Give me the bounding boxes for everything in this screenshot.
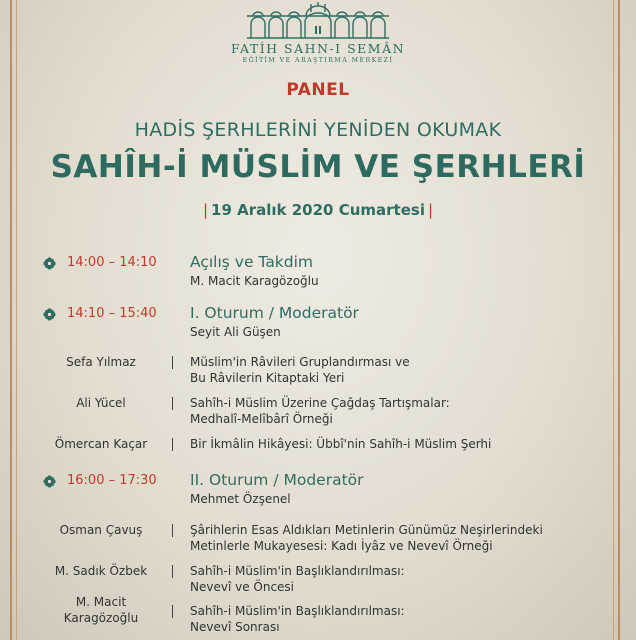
speaker: Ali Yücel	[76, 396, 126, 410]
speaker: M. Sadık Özbek	[54, 564, 148, 578]
speaker: Ömercan Kaçar	[54, 437, 148, 451]
divider	[172, 524, 173, 537]
talk-title-line: Nevevî Sonrası	[190, 620, 280, 634]
divider	[172, 397, 173, 410]
session-title: II. Oturum / Moderatör	[190, 471, 364, 489]
panel-label: PANEL	[286, 80, 350, 100]
date-bar-left: |	[202, 201, 209, 219]
event-date	[0, 201, 636, 219]
talk-title	[190, 563, 610, 595]
talk-title-line: Bir İkmâlin Hikâyesi: Übbî'nin Sahîh-i Müslim Şerhi	[190, 437, 492, 451]
session-person: Mehmet Özşenel	[190, 492, 291, 506]
talk-title-line: Metinlerle Mukayesesi: Kadı İyâz ve Nevevî Örneği	[190, 539, 493, 553]
talk-title	[190, 354, 610, 386]
flower-icon	[43, 257, 56, 270]
event-subtitle: HADİS ŞERHLERİNİ YENİDEN OKUMAK	[134, 119, 502, 141]
talk-title	[190, 436, 610, 452]
logo-name: FATİH SAHN-I SEMÂN	[230, 41, 406, 56]
divider	[172, 605, 173, 618]
talk-title-line: Sahîh-i Müslim'in Başlıklandırılması:	[190, 564, 405, 578]
mosque-arcade-icon	[243, 2, 393, 40]
session-person: Seyit Ali Güşen	[190, 325, 281, 339]
date-bar-right: |	[427, 201, 434, 219]
speaker-line: M. Macit	[75, 595, 127, 609]
talk-title	[190, 603, 610, 635]
logo-subtitle: EĞİTİM VE ARAŞTIRMA MERKEZİ	[242, 57, 394, 64]
speaker: Osman Çavuş	[59, 523, 143, 537]
session-title: Açılış ve Takdim	[190, 253, 314, 271]
talk-title-line: Müslim'in Râvileri Gruplandırması ve	[190, 355, 410, 369]
session-time: 16:00 – 17:30	[67, 473, 157, 488]
divider	[172, 356, 173, 369]
date-text: 19 Aralık 2020 Cumartesi	[211, 201, 425, 219]
session-title: I. Oturum / Moderatör	[190, 304, 359, 322]
event-title: SAHÎH-İ MÜSLİM VE ŞERHLERİ	[50, 149, 586, 185]
flower-icon	[43, 308, 56, 321]
talk-title-line: Sahîh-i Müslim'in Başlıklandırılması:	[190, 604, 405, 618]
logo	[0, 2, 636, 64]
speaker: Sefa Yılmaz	[66, 355, 136, 369]
session-time: 14:10 – 15:40	[67, 306, 157, 321]
talk-title	[190, 395, 610, 427]
talk-title-line: Şârihlerin Esas Aldıkları Metinlerin Günümüz Neşirlerindeki	[190, 523, 543, 537]
talk-title-line: Bu Râvilerin Kitaptaki Yeri	[190, 371, 345, 385]
flower-icon	[43, 475, 56, 488]
session-person: M. Macit Karagözoğlu	[190, 274, 319, 288]
divider	[172, 438, 173, 451]
talk-title-line: Sahîh-i Müslim Üzerine Çağdaş Tartışmalar:	[190, 396, 450, 410]
speaker	[40, 594, 162, 626]
talk-title-line: Nevevî ve Öncesi	[190, 580, 295, 594]
divider	[172, 565, 173, 578]
talk-title-line: Medhalî-Melîbârî Örneği	[190, 412, 333, 426]
session-time: 14:00 – 14:10	[67, 255, 157, 270]
speaker-line: Karagözoğlu	[63, 611, 139, 625]
talk-title	[190, 522, 610, 554]
